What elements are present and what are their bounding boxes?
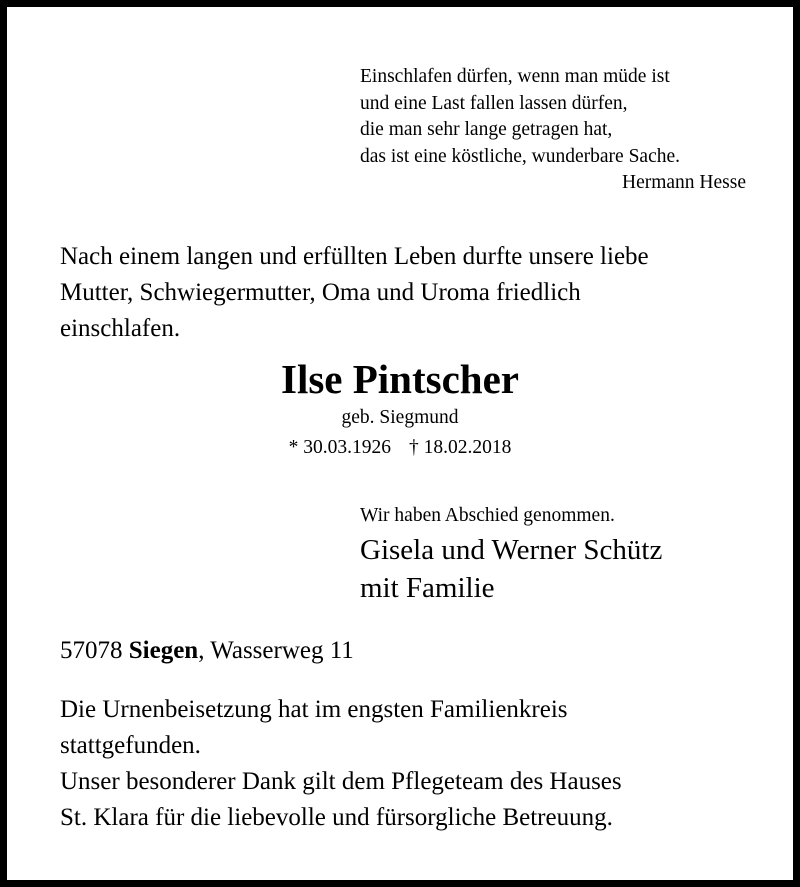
address-postcode: 57078	[60, 637, 123, 664]
birth-name: geb. Siegmund	[341, 407, 459, 428]
intro-paragraph	[60, 239, 649, 347]
farewell-line: Wir haben Abschied genommen.	[360, 505, 615, 526]
notice-line: Unser besonderer Dank gilt dem Pflegeteam des Hauses	[60, 768, 622, 795]
notice-line: stattgefunden.	[60, 732, 201, 759]
poem-line: das ist eine köstliche, wunderbare Sache.	[360, 145, 681, 167]
funeral-notice-paragraph	[60, 692, 622, 836]
notice-line: Die Urnenbeisetzung hat im engsten Familienkreis	[60, 696, 568, 723]
death-date: † 18.02.2018	[409, 437, 512, 458]
intro-line: Nach einem langen und erfüllten Leben durfte unsere liebe	[60, 243, 649, 270]
poem-line: die man sehr lange getragen hat,	[360, 119, 613, 140]
mourners-line: Gisela und Werner Schütz	[360, 534, 663, 566]
intro-line: einschlafen.	[60, 315, 181, 342]
poem-quote	[360, 64, 746, 197]
life-dates	[7, 435, 793, 461]
intro-line: Mutter, Schwiegermutter, Oma und Uroma friedlich	[60, 279, 581, 306]
birth-date: * 30.03.1926	[288, 437, 391, 458]
mourners-line: mit Familie	[360, 572, 495, 604]
notice-line: St. Klara für die liebevolle und fürsorgliche Betreuung.	[60, 804, 613, 831]
poem-line: Einschlafen dürfen, wenn man müde ist	[360, 66, 670, 87]
address-street: , Wasserweg 11	[198, 637, 354, 664]
deceased-name: Ilse Pintscher	[281, 356, 519, 402]
poem-line: und eine Last fallen lassen dürfen,	[360, 92, 628, 114]
mourners-names	[360, 531, 662, 607]
address-city: Siegen	[128, 637, 199, 664]
address	[60, 636, 354, 666]
poem-author: Hermann Hesse	[622, 172, 746, 193]
